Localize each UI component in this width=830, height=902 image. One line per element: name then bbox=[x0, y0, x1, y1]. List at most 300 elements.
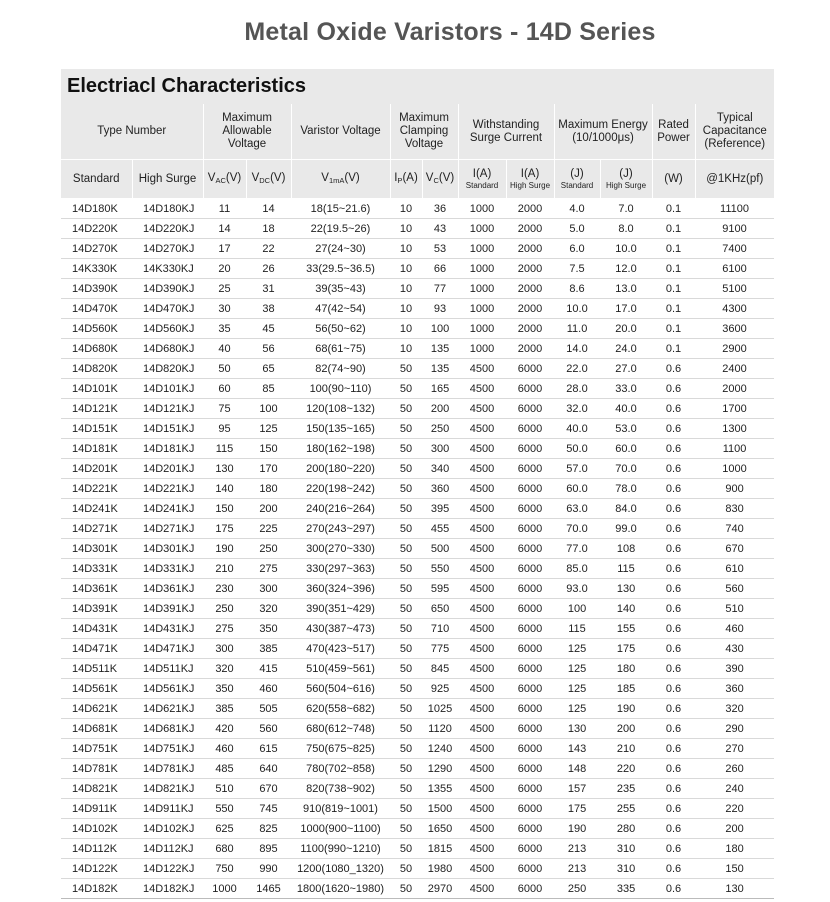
energy-high-surge-cell: 27.0 bbox=[600, 359, 652, 379]
vc-cell: 66 bbox=[422, 259, 458, 279]
ip-cell: 50 bbox=[390, 399, 422, 419]
rated-power-cell: 0.6 bbox=[652, 519, 695, 539]
capacitance-cell: 11100 bbox=[695, 199, 774, 219]
energy-high-surge-cell: 310 bbox=[600, 839, 652, 859]
vc-cell: 1120 bbox=[422, 719, 458, 739]
varistor-voltage-cell: 780(702~858) bbox=[291, 759, 390, 779]
surge-standard-cell: 4500 bbox=[458, 459, 506, 479]
rated-power-cell: 0.6 bbox=[652, 879, 695, 899]
varistor-voltage-cell: 330(297~363) bbox=[291, 559, 390, 579]
vc-cell: 395 bbox=[422, 499, 458, 519]
varistor-voltage-cell: 68(61~75) bbox=[291, 339, 390, 359]
high-surge-type-cell: 14D391KJ bbox=[132, 599, 203, 619]
vc-cell: 650 bbox=[422, 599, 458, 619]
ip-cell: 10 bbox=[390, 319, 422, 339]
energy-high-surge-cell: 60.0 bbox=[600, 439, 652, 459]
vc-cell: 1025 bbox=[422, 699, 458, 719]
surge-standard-cell: 1000 bbox=[458, 259, 506, 279]
high-surge-type-cell: 14D681KJ bbox=[132, 719, 203, 739]
capacitance-cell: 1700 bbox=[695, 399, 774, 419]
vac-cell: 275 bbox=[203, 619, 246, 639]
table-row bbox=[61, 279, 774, 299]
capacitance-cell: 430 bbox=[695, 639, 774, 659]
vdc-cell: 670 bbox=[246, 779, 291, 799]
vc-cell: 135 bbox=[422, 339, 458, 359]
surge-high-surge-cell: 6000 bbox=[506, 879, 554, 899]
energy-standard-cell: 130 bbox=[554, 719, 600, 739]
surge-standard-cell: 4500 bbox=[458, 819, 506, 839]
varistor-voltage-cell: 620(558~682) bbox=[291, 699, 390, 719]
vac-cell: 550 bbox=[203, 799, 246, 819]
capacitance-cell: 2000 bbox=[695, 379, 774, 399]
vac-cell: 625 bbox=[203, 819, 246, 839]
high-surge-type-cell: 14D471KJ bbox=[132, 639, 203, 659]
table-row bbox=[61, 579, 774, 599]
ip-cell: 10 bbox=[390, 299, 422, 319]
vc-cell: 1500 bbox=[422, 799, 458, 819]
rated-power-cell: 0.1 bbox=[652, 319, 695, 339]
vdc-cell: 385 bbox=[246, 639, 291, 659]
capacitance-cell: 5100 bbox=[695, 279, 774, 299]
capacitance-cell: 4300 bbox=[695, 299, 774, 319]
vac-cell: 115 bbox=[203, 439, 246, 459]
ip-cell: 10 bbox=[390, 259, 422, 279]
high-surge-type-cell: 14D101KJ bbox=[132, 379, 203, 399]
surge-high-surge-unit-header: I(A) High Surge bbox=[506, 160, 554, 199]
ip-cell: 50 bbox=[390, 879, 422, 899]
vc-cell: 43 bbox=[422, 219, 458, 239]
capacitance-cell: 740 bbox=[695, 519, 774, 539]
v1ma-unit-header: $V_{1mA}(V)$ bbox=[291, 160, 390, 199]
vc-unit-header: $V_C(V)$ bbox=[422, 160, 458, 199]
energy-high-surge-cell: 200 bbox=[600, 719, 652, 739]
standard-type-cell: 14D511K bbox=[61, 659, 132, 679]
high-surge-type-cell: 14D102KJ bbox=[132, 819, 203, 839]
ip-cell: 50 bbox=[390, 459, 422, 479]
table-row bbox=[61, 699, 774, 719]
energy-high-surge-cell: 13.0 bbox=[600, 279, 652, 299]
energy-high-surge-cell: 210 bbox=[600, 739, 652, 759]
standard-type-cell: 14D681K bbox=[61, 719, 132, 739]
capacitance-cell: 2900 bbox=[695, 339, 774, 359]
high-surge-type-cell: 14D821KJ bbox=[132, 779, 203, 799]
surge-high-surge-cell: 6000 bbox=[506, 439, 554, 459]
rated-power-cell: 0.6 bbox=[652, 419, 695, 439]
table-row bbox=[61, 759, 774, 779]
vdc-cell: 180 bbox=[246, 479, 291, 499]
vac-cell: 140 bbox=[203, 479, 246, 499]
energy-standard-cell: 32.0 bbox=[554, 399, 600, 419]
surge-standard-cell: 4500 bbox=[458, 579, 506, 599]
capacitance-cell: 610 bbox=[695, 559, 774, 579]
high-surge-type-cell: 14D331KJ bbox=[132, 559, 203, 579]
energy-standard-cell: 7.5 bbox=[554, 259, 600, 279]
capacitance-cell: 900 bbox=[695, 479, 774, 499]
ip-cell: 50 bbox=[390, 579, 422, 599]
table-row bbox=[61, 419, 774, 439]
high-surge-type-cell: 14D511KJ bbox=[132, 659, 203, 679]
ip-cell: 50 bbox=[390, 659, 422, 679]
high-surge-type-cell: 14D271KJ bbox=[132, 519, 203, 539]
ip-cell: 50 bbox=[390, 639, 422, 659]
vc-cell: 250 bbox=[422, 419, 458, 439]
energy-standard-cell: 11.0 bbox=[554, 319, 600, 339]
energy-high-surge-cell: 280 bbox=[600, 819, 652, 839]
surge-standard-cell: 4500 bbox=[458, 799, 506, 819]
vc-cell: 2970 bbox=[422, 879, 458, 899]
rated-power-cell: 0.1 bbox=[652, 299, 695, 319]
rated-power-cell: 0.6 bbox=[652, 359, 695, 379]
standard-type-cell: 14D182K bbox=[61, 879, 132, 899]
energy-standard-cell: 125 bbox=[554, 699, 600, 719]
vdc-cell: 200 bbox=[246, 499, 291, 519]
vac-cell: 150 bbox=[203, 499, 246, 519]
surge-standard-cell: 1000 bbox=[458, 199, 506, 219]
rated-power-cell: 0.6 bbox=[652, 459, 695, 479]
vc-cell: 200 bbox=[422, 399, 458, 419]
high-surge-type-cell: 14D820KJ bbox=[132, 359, 203, 379]
vac-cell: 385 bbox=[203, 699, 246, 719]
vdc-cell: 350 bbox=[246, 619, 291, 639]
standard-type-cell: 14D751K bbox=[61, 739, 132, 759]
vac-cell: 350 bbox=[203, 679, 246, 699]
capacitance-cell: 360 bbox=[695, 679, 774, 699]
vdc-cell: 640 bbox=[246, 759, 291, 779]
varistor-voltage-cell: 39(35~43) bbox=[291, 279, 390, 299]
energy-high-surge-cell: 130 bbox=[600, 579, 652, 599]
table-row bbox=[61, 599, 774, 619]
ip-cell: 10 bbox=[390, 219, 422, 239]
energy-standard-cell: 70.0 bbox=[554, 519, 600, 539]
vac-cell: 35 bbox=[203, 319, 246, 339]
standard-type-cell: 14D391K bbox=[61, 599, 132, 619]
energy-high-surge-cell: 235 bbox=[600, 779, 652, 799]
surge-high-surge-cell: 2000 bbox=[506, 339, 554, 359]
high-surge-type-cell: 14D182KJ bbox=[132, 879, 203, 899]
max-energy-header: Maximum Energy (10/1000μs) bbox=[554, 104, 652, 160]
vdc-cell: 22 bbox=[246, 239, 291, 259]
rated-power-cell: 0.6 bbox=[652, 619, 695, 639]
capacitance-cell: 260 bbox=[695, 759, 774, 779]
capacitance-cell: 2400 bbox=[695, 359, 774, 379]
high-surge-type-cell: 14D470KJ bbox=[132, 299, 203, 319]
vc-cell: 77 bbox=[422, 279, 458, 299]
varistor-voltage-cell: 470(423~517) bbox=[291, 639, 390, 659]
vdc-cell: 895 bbox=[246, 839, 291, 859]
table-row bbox=[61, 399, 774, 419]
table-row bbox=[61, 559, 774, 579]
rated-power-cell: 0.6 bbox=[652, 439, 695, 459]
capacitance-cell: 320 bbox=[695, 699, 774, 719]
table-row bbox=[61, 199, 774, 219]
ip-cell: 50 bbox=[390, 359, 422, 379]
rated-power-cell: 0.6 bbox=[652, 599, 695, 619]
energy-standard-cell: 6.0 bbox=[554, 239, 600, 259]
vdc-cell: 320 bbox=[246, 599, 291, 619]
vdc-cell: 150 bbox=[246, 439, 291, 459]
table-row bbox=[61, 719, 774, 739]
vac-cell: 250 bbox=[203, 599, 246, 619]
table-row bbox=[61, 539, 774, 559]
vdc-cell: 14 bbox=[246, 199, 291, 219]
varistor-voltage-cell: 200(180~220) bbox=[291, 459, 390, 479]
surge-high-surge-cell: 6000 bbox=[506, 779, 554, 799]
table-row bbox=[61, 359, 774, 379]
standard-type-cell: 14D911K bbox=[61, 799, 132, 819]
table-row bbox=[61, 319, 774, 339]
vac-cell: 190 bbox=[203, 539, 246, 559]
ip-cell: 50 bbox=[390, 819, 422, 839]
rated-power-cell: 0.1 bbox=[652, 259, 695, 279]
surge-standard-cell: 4500 bbox=[458, 559, 506, 579]
vac-cell: 230 bbox=[203, 579, 246, 599]
standard-type-cell: 14D821K bbox=[61, 779, 132, 799]
vdc-cell: 31 bbox=[246, 279, 291, 299]
rated-power-cell: 0.6 bbox=[652, 819, 695, 839]
rated-power-cell: 0.6 bbox=[652, 399, 695, 419]
standard-type-header: Standard bbox=[61, 160, 132, 199]
high-surge-type-cell: 14D180KJ bbox=[132, 199, 203, 219]
energy-high-surge-cell: 185 bbox=[600, 679, 652, 699]
vdc-cell: 225 bbox=[246, 519, 291, 539]
ip-cell: 50 bbox=[390, 599, 422, 619]
energy-high-surge-cell: 24.0 bbox=[600, 339, 652, 359]
varistor-voltage-cell: 1200(1080_1320) bbox=[291, 859, 390, 879]
energy-standard-cell: 125 bbox=[554, 639, 600, 659]
vac-cell: 95 bbox=[203, 419, 246, 439]
high-surge-type-cell: 14D301KJ bbox=[132, 539, 203, 559]
rated-power-cell: 0.6 bbox=[652, 479, 695, 499]
capacitance-cell: 510 bbox=[695, 599, 774, 619]
surge-standard-cell: 1000 bbox=[458, 299, 506, 319]
varistor-voltage-cell: 220(198~242) bbox=[291, 479, 390, 499]
capacitance-cell: 390 bbox=[695, 659, 774, 679]
energy-high-surge-cell: 53.0 bbox=[600, 419, 652, 439]
vdc-cell: 615 bbox=[246, 739, 291, 759]
energy-standard-cell: 213 bbox=[554, 859, 600, 879]
surge-high-surge-cell: 6000 bbox=[506, 859, 554, 879]
standard-type-cell: 14D241K bbox=[61, 499, 132, 519]
standard-type-cell: 14D201K bbox=[61, 459, 132, 479]
standard-type-cell: 14D181K bbox=[61, 439, 132, 459]
table-row bbox=[61, 459, 774, 479]
vdc-cell: 1465 bbox=[246, 879, 291, 899]
table-row bbox=[61, 639, 774, 659]
capacitance-cell: 1000 bbox=[695, 459, 774, 479]
surge-high-surge-cell: 2000 bbox=[506, 259, 554, 279]
surge-standard-cell: 4500 bbox=[458, 679, 506, 699]
ip-cell: 50 bbox=[390, 719, 422, 739]
table-row bbox=[61, 439, 774, 459]
vc-cell: 1290 bbox=[422, 759, 458, 779]
high-surge-type-cell: 14D122KJ bbox=[132, 859, 203, 879]
energy-high-surge-cell: 175 bbox=[600, 639, 652, 659]
table-row bbox=[61, 859, 774, 879]
vc-cell: 1980 bbox=[422, 859, 458, 879]
vac-cell: 750 bbox=[203, 859, 246, 879]
high-surge-type-cell: 14D181KJ bbox=[132, 439, 203, 459]
standard-type-cell: 14D621K bbox=[61, 699, 132, 719]
energy-high-surge-cell: 33.0 bbox=[600, 379, 652, 399]
standard-type-cell: 14D221K bbox=[61, 479, 132, 499]
standard-type-cell: 14K330K bbox=[61, 259, 132, 279]
surge-standard-cell: 1000 bbox=[458, 339, 506, 359]
table-row bbox=[61, 799, 774, 819]
max-allowable-voltage-header: Maximum Allowable Voltage bbox=[203, 104, 291, 160]
ip-cell: 10 bbox=[390, 279, 422, 299]
energy-standard-cell: 22.0 bbox=[554, 359, 600, 379]
vac-cell: 30 bbox=[203, 299, 246, 319]
rated-power-cell: 0.1 bbox=[652, 279, 695, 299]
surge-high-surge-cell: 6000 bbox=[506, 639, 554, 659]
capacitance-cell: 1300 bbox=[695, 419, 774, 439]
surge-high-surge-cell: 6000 bbox=[506, 359, 554, 379]
standard-type-cell: 14D361K bbox=[61, 579, 132, 599]
high-surge-type-cell: 14D220KJ bbox=[132, 219, 203, 239]
vc-cell: 845 bbox=[422, 659, 458, 679]
table-row bbox=[61, 659, 774, 679]
varistor-voltage-cell: 910(819~1001) bbox=[291, 799, 390, 819]
standard-type-cell: 14D220K bbox=[61, 219, 132, 239]
ip-cell: 50 bbox=[390, 759, 422, 779]
surge-high-surge-cell: 6000 bbox=[506, 539, 554, 559]
rated-power-header: Rated Power bbox=[652, 104, 695, 160]
surge-standard-cell: 4500 bbox=[458, 839, 506, 859]
energy-high-surge-unit-header: (J) High Surge bbox=[600, 160, 652, 199]
ip-cell: 50 bbox=[390, 559, 422, 579]
vdc-cell: 300 bbox=[246, 579, 291, 599]
surge-high-surge-cell: 6000 bbox=[506, 799, 554, 819]
surge-high-surge-cell: 2000 bbox=[506, 279, 554, 299]
energy-standard-cell: 148 bbox=[554, 759, 600, 779]
rated-power-cell: 0.1 bbox=[652, 199, 695, 219]
energy-standard-cell: 157 bbox=[554, 779, 600, 799]
surge-standard-cell: 4500 bbox=[458, 539, 506, 559]
surge-high-surge-cell: 6000 bbox=[506, 619, 554, 639]
capacitance-cell: 670 bbox=[695, 539, 774, 559]
high-surge-type-cell: 14D751KJ bbox=[132, 739, 203, 759]
vc-cell: 500 bbox=[422, 539, 458, 559]
high-surge-type-cell: 14D560KJ bbox=[132, 319, 203, 339]
vdc-cell: 45 bbox=[246, 319, 291, 339]
high-surge-type-cell: 14D911KJ bbox=[132, 799, 203, 819]
standard-type-cell: 14D151K bbox=[61, 419, 132, 439]
energy-high-surge-cell: 12.0 bbox=[600, 259, 652, 279]
surge-standard-cell: 4500 bbox=[458, 379, 506, 399]
energy-standard-cell: 28.0 bbox=[554, 379, 600, 399]
surge-high-surge-cell: 6000 bbox=[506, 499, 554, 519]
vc-cell: 340 bbox=[422, 459, 458, 479]
max-clamping-voltage-header: Maximum Clamping Voltage bbox=[390, 104, 458, 160]
ip-cell: 50 bbox=[390, 419, 422, 439]
characteristics-table bbox=[61, 104, 774, 899]
vac-cell: 40 bbox=[203, 339, 246, 359]
surge-high-surge-cell: 6000 bbox=[506, 839, 554, 859]
table-body bbox=[61, 199, 774, 899]
surge-high-surge-cell: 6000 bbox=[506, 379, 554, 399]
varistor-voltage-cell: 300(270~330) bbox=[291, 539, 390, 559]
surge-standard-cell: 4500 bbox=[458, 759, 506, 779]
header-unit-row bbox=[61, 160, 774, 199]
surge-standard-unit-header: I(A) Standard bbox=[458, 160, 506, 199]
surge-high-surge-cell: 6000 bbox=[506, 579, 554, 599]
surge-high-surge-cell: 2000 bbox=[506, 219, 554, 239]
capacitance-cell: 130 bbox=[695, 879, 774, 899]
surge-standard-cell: 4500 bbox=[458, 599, 506, 619]
ip-cell: 50 bbox=[390, 539, 422, 559]
vc-cell: 455 bbox=[422, 519, 458, 539]
standard-type-cell: 14D781K bbox=[61, 759, 132, 779]
vdc-cell: 745 bbox=[246, 799, 291, 819]
energy-high-surge-cell: 84.0 bbox=[600, 499, 652, 519]
surge-current-header: Withstanding Surge Current bbox=[458, 104, 554, 160]
energy-high-surge-cell: 155 bbox=[600, 619, 652, 639]
energy-high-surge-cell: 310 bbox=[600, 859, 652, 879]
energy-standard-cell: 63.0 bbox=[554, 499, 600, 519]
vdc-cell: 825 bbox=[246, 819, 291, 839]
ip-cell: 50 bbox=[390, 379, 422, 399]
surge-standard-cell: 4500 bbox=[458, 639, 506, 659]
varistor-voltage-cell: 27(24~30) bbox=[291, 239, 390, 259]
vac-cell: 11 bbox=[203, 199, 246, 219]
vdc-cell: 56 bbox=[246, 339, 291, 359]
energy-standard-cell: 5.0 bbox=[554, 219, 600, 239]
vdc-cell: 85 bbox=[246, 379, 291, 399]
ip-cell: 50 bbox=[390, 799, 422, 819]
energy-high-surge-cell: 78.0 bbox=[600, 479, 652, 499]
energy-high-surge-cell: 335 bbox=[600, 879, 652, 899]
surge-standard-cell: 4500 bbox=[458, 879, 506, 899]
table-row bbox=[61, 839, 774, 859]
energy-standard-cell: 40.0 bbox=[554, 419, 600, 439]
energy-standard-cell: 125 bbox=[554, 679, 600, 699]
varistor-voltage-cell: 1100(990~1210) bbox=[291, 839, 390, 859]
varistor-voltage-cell: 430(387~473) bbox=[291, 619, 390, 639]
surge-high-surge-cell: 6000 bbox=[506, 599, 554, 619]
energy-high-surge-cell: 40.0 bbox=[600, 399, 652, 419]
table-row bbox=[61, 299, 774, 319]
vac-cell: 130 bbox=[203, 459, 246, 479]
ip-cell: 10 bbox=[390, 239, 422, 259]
ip-cell: 50 bbox=[390, 859, 422, 879]
ip-cell: 50 bbox=[390, 779, 422, 799]
capacitance-cell: 150 bbox=[695, 859, 774, 879]
rated-power-cell: 0.6 bbox=[652, 739, 695, 759]
rated-power-cell: 0.1 bbox=[652, 219, 695, 239]
vc-cell: 775 bbox=[422, 639, 458, 659]
surge-standard-cell: 4500 bbox=[458, 779, 506, 799]
standard-type-cell: 14D270K bbox=[61, 239, 132, 259]
ip-cell: 50 bbox=[390, 739, 422, 759]
vac-cell: 1000 bbox=[203, 879, 246, 899]
vac-cell: 60 bbox=[203, 379, 246, 399]
vdc-cell: 18 bbox=[246, 219, 291, 239]
capacitance-cell: 460 bbox=[695, 619, 774, 639]
high-surge-type-cell: 14D431KJ bbox=[132, 619, 203, 639]
energy-high-surge-cell: 115 bbox=[600, 559, 652, 579]
vc-cell: 93 bbox=[422, 299, 458, 319]
surge-high-surge-cell: 6000 bbox=[506, 739, 554, 759]
energy-standard-cell: 115 bbox=[554, 619, 600, 639]
surge-high-surge-cell: 6000 bbox=[506, 719, 554, 739]
energy-standard-cell: 10.0 bbox=[554, 299, 600, 319]
varistor-voltage-cell: 680(612~748) bbox=[291, 719, 390, 739]
energy-standard-cell: 213 bbox=[554, 839, 600, 859]
surge-standard-cell: 4500 bbox=[458, 619, 506, 639]
capacitance-cell: 270 bbox=[695, 739, 774, 759]
surge-high-surge-cell: 6000 bbox=[506, 679, 554, 699]
varistor-voltage-cell: 390(351~429) bbox=[291, 599, 390, 619]
